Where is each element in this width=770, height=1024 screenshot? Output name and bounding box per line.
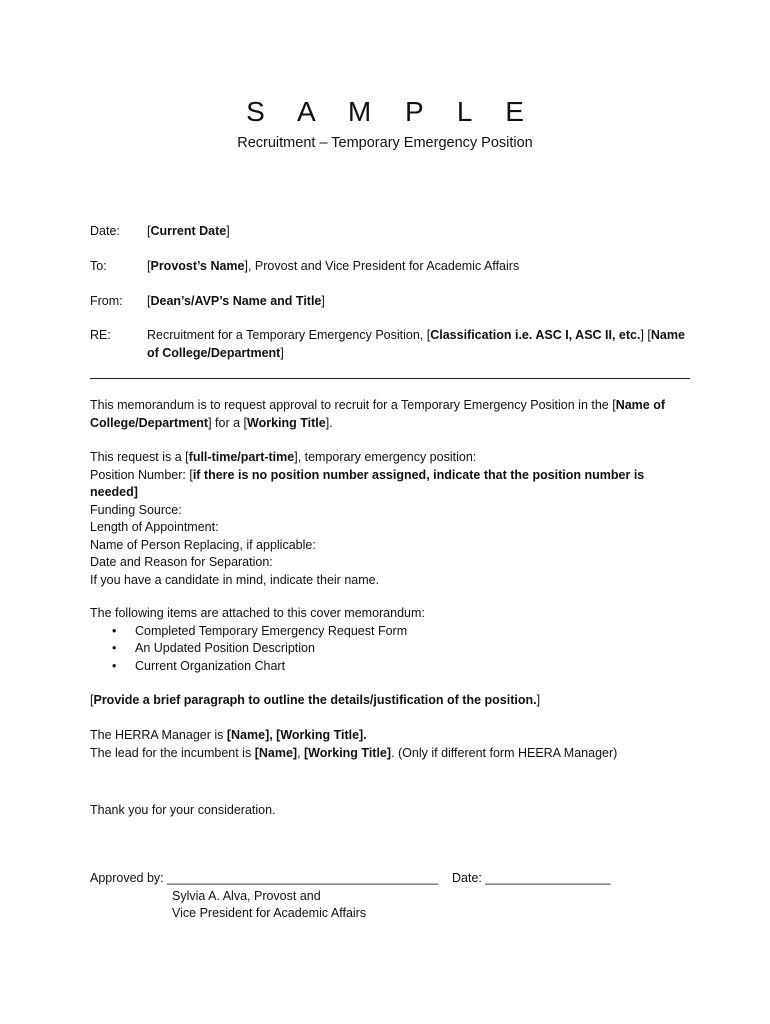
approved-by — [90, 870, 438, 888]
herra-manager-line: The HERRA Manager is [Name], [Working Title]. — [90, 728, 367, 742]
intro-paragraph: This memorandum is to request approval to recruit for a Temporary Emergency Position in the [Name of College/Department] for a [Working Title]. — [90, 398, 666, 430]
person-replacing-line: Name of Person Replacing, if applicable: — [90, 537, 316, 552]
list-item: • Current Organization Chart — [90, 658, 690, 676]
memo-field-label: Date: — [90, 224, 120, 238]
signatory-name — [172, 888, 366, 923]
bullet-icon: • — [112, 641, 117, 655]
memo-field-label: RE: — [90, 328, 111, 342]
memo-field-value: [Current Date] — [147, 224, 230, 238]
signatory-name-line2: Vice President for Academic Affairs — [172, 906, 367, 920]
memo-field-value: Recruitment for a Temporary Emergency Position, [Classification i.e. ASC I, ASC II, etc.] [Name of College/Department] — [147, 328, 685, 360]
list-item: • An Updated Position Description — [90, 640, 690, 658]
page-subtitle: Recruitment – Temporary Emergency Position — [237, 135, 533, 151]
signatory-name-line1: Sylvia A. Alva, Provost and — [172, 888, 321, 903]
bullet-icon: • — [112, 658, 117, 673]
signature-date — [452, 870, 611, 888]
funding-source-line: Funding Source: — [90, 502, 182, 517]
separation-line: Date and Reason for Separation: — [90, 555, 273, 569]
approved-signature-line: _______________________________________ — [167, 871, 439, 885]
length-of-appointment-line: Length of Appointment: — [90, 520, 219, 534]
memo-field-value: [Provost’s Name], Provost and Vice President for Academic Affairs — [147, 259, 520, 273]
attachments-section — [90, 605, 690, 675]
memo-field-label: To: — [90, 259, 107, 273]
page-title: S A M P L E — [246, 96, 537, 127]
header-divider — [90, 378, 690, 379]
request-type-line: This request is a [full-time/part-time], temporary emergency position: — [90, 450, 477, 464]
memo-field-value: [Dean’s/AVP’s Name and Title] — [147, 294, 325, 308]
candidate-line: If you have a candidate in mind, indicate their name. — [90, 572, 380, 587]
justification-paragraph: [Provide a brief paragraph to outline the details/justification of the position.] — [90, 693, 541, 707]
attachments-list — [90, 623, 690, 676]
attachments-intro: The following items are attached to this cover memorandum: — [90, 606, 425, 620]
signature-date-line: __________________ — [485, 871, 611, 885]
signature-date-label: Date: — [452, 871, 482, 885]
approved-by-label: Approved by: — [90, 871, 164, 885]
memo-field-label: From: — [90, 294, 123, 308]
lead-incumbent-line: The lead for the incumbent is [Name], [Working Title]. (Only if different form HEERA Manager) — [90, 745, 618, 760]
list-item: • Completed Temporary Emergency Request Form — [90, 623, 690, 641]
position-number-line: Position Number: [if there is no position number assigned, indicate that the position number is needed] — [90, 467, 645, 499]
bullet-icon: • — [112, 623, 117, 638]
managers-section — [90, 727, 690, 762]
request-details — [90, 449, 690, 589]
thanks-line: Thank you for your consideration. — [90, 803, 276, 817]
